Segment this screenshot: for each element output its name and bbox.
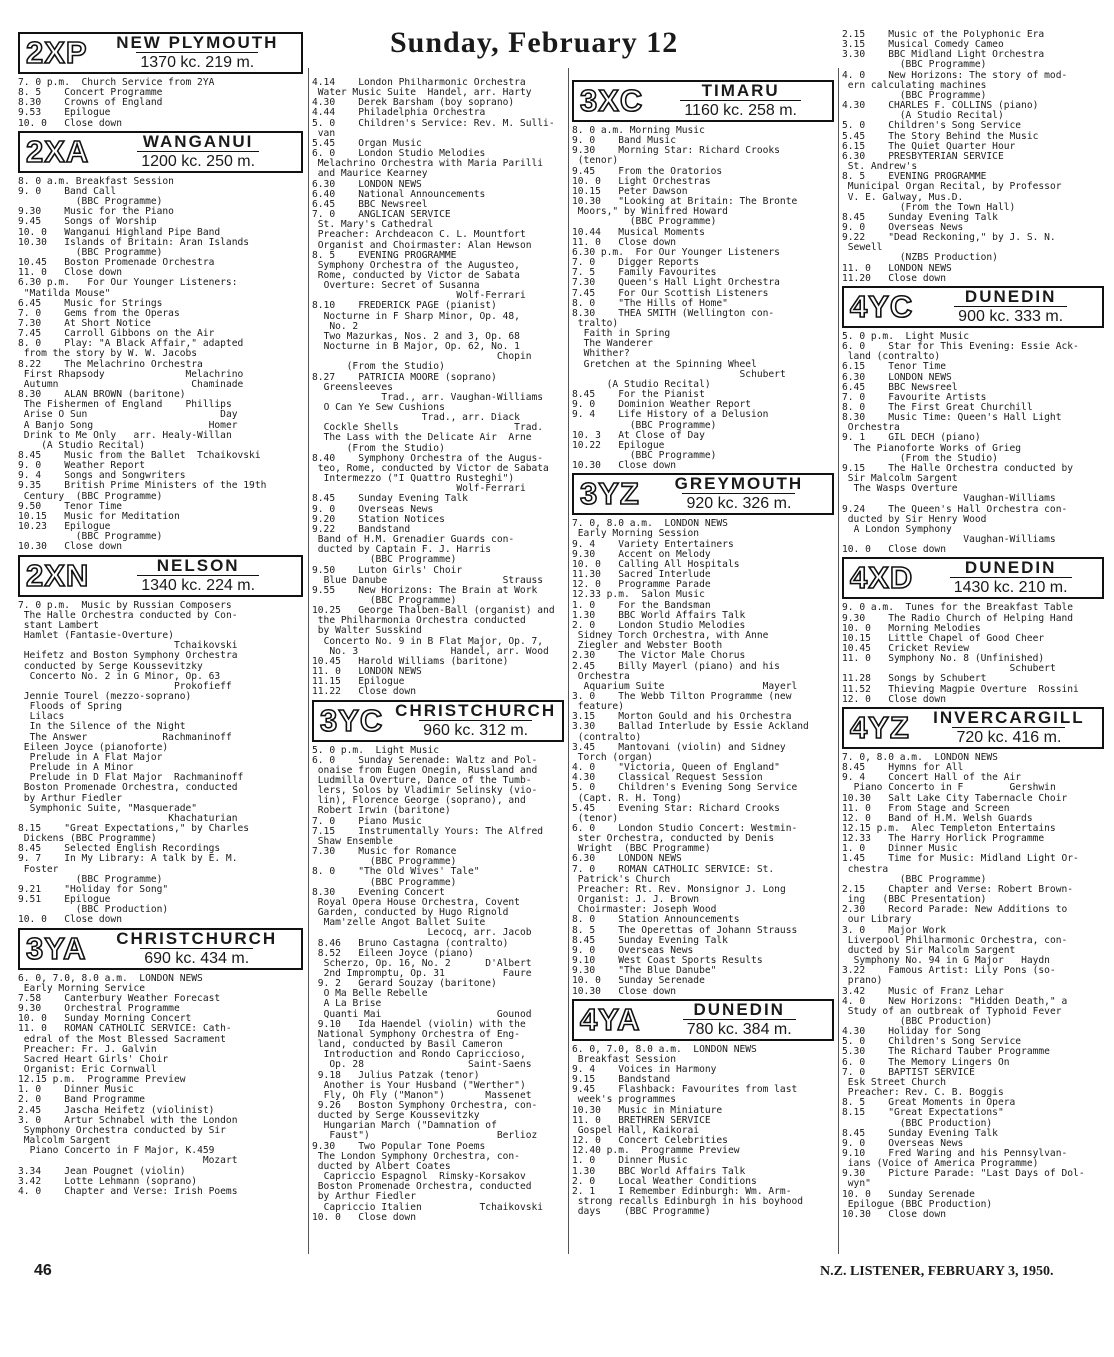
station-callsign: 4YC <box>850 288 914 324</box>
programme-listing: 9. 0 a.m. Tunes for the Breakfast Table 9.30 The Radio Church of Helping Hand 10. 0 Morning Melodies 10.15 Little Chapel of Good Cheer 10.45 Cricket Review 11. 0 Symphony No. 8 (Unfinished) Schubert 11.28 Songs by Schubert 11.52 Thieving Magpie Overture Rossini 12. 0 Close down <box>842 602 1079 705</box>
station-city: DUNEDIN <box>693 999 785 1019</box>
station-frequency: 720 kc. 416 m. <box>952 727 1065 747</box>
station-callsign: 3YA <box>26 930 87 966</box>
programme-listing: 6. 0, 7.0, 8.0 a.m. LONDON NEWS Breakfast Session 9. 4 Voices in Harmony 9.15 Bandstand 9.45 Flashback: Favourites from last week's programmes 10.30 Music in Miniature 11. 0 BRETHREN SERVICE Gospel Hall, Kaikorai 12. 0 Concert Celebrities 12.40 p.m. Programme Preview 1. 0 Dinner Music 1.30 BBC World Affairs Talk 2. 0 Local Weather Conditions 2. 1 I Remember Edinburgh: Wm. Arm- strong recalls Edinburgh in his boyhood days (BBC Programme) <box>572 1043 804 1218</box>
station-callsign: 2XA <box>26 133 90 169</box>
station-info <box>646 475 832 513</box>
column-rule <box>838 68 839 1254</box>
station-city: CHRISTCHURCH <box>116 928 278 948</box>
station-logo <box>312 700 564 742</box>
programme-listing: 2.15 Music of the Polyphonic Era 3.15 Musical Comedy Cameo 3.30 BBC Midland Light Orchestra (BBC Programme) 4. 0 New Horizons: The story of mod- ern calculating machines (BBC Programme) 4.30 CHARLES F. COLLINS (piano) (A Studio Recital) 5. 0 Children's Song Service 5.45 The Story Behind the Music 6.15 The Quiet Quarter Hour 6.30 PRESBYTERIAN SERVICE St. Andrew's 8. 5 EVENING PROGRAMME Municipal Organ Recital, by Professor V. E. Galway, Mus.D. (From the Town Hall) 8.45 Sunday Evening Talk 9. 0 Overseas News 9.22 "Dead Reckoning," by J. S. N. Sewell (NZBS Production) 11. 0 LONDON NEWS 11.20 Close down <box>842 30 1068 284</box>
station-logo <box>572 80 834 122</box>
station-callsign: 4YZ <box>850 709 910 745</box>
station-callsign: 4YA <box>580 1001 641 1037</box>
station-frequency: 900 kc. 333 m. <box>954 306 1067 326</box>
station-frequency: 1370 kc. 219 m. <box>136 52 258 72</box>
station-callsign: 4XD <box>850 560 914 596</box>
programme-listing: 8. 0 a.m. Breakfast Session 9. 0 Band Call (BBC Programme) 9.30 Music for the Piano 9.45 Songs of Worship 10. 0 Wanganui Highland Pipe Band 10.30 Islands of Britain: Aran Islands (BBC Programme) 10.45 Boston Promenade Orchestra 11. 0 Close down 6.30 p.m. For Our Younger Listeners: "Matilda Mouse" 6.45 Music for Strings 7. 0 Gems from the Operas 7.30 At Short Notice 7.45 Carroll Gibbons on the Air 8. 0 Play: "A Black Affair," adapted from the story by W. W. Jacobs 8.22 The Melachrino Orchestra First Rhapsody Melachrino Autumn Chaminade 8.30 ALAN BROWN (baritone) The Fishermen of England Phillips Arise O Sun Day A Banjo Song Homer Drink to Me Only arr. Healy-Willan (A Studio Recital) 8.45 Music from the Ballet Tchaikovski 9. 0 Weather Report 9. 4 Songs and Songwriters 9.35 British Prime Ministers of the 19th Century (BBC Programme) 9.50 Tenor Time 10.15 Music for Meditation 10.23 Epilogue (BBC Programme) 10.30 Close down <box>18 175 267 553</box>
station-city: GREYMOUTH <box>674 474 804 494</box>
page-number: 46 <box>34 1262 52 1279</box>
programme-listing: 5. 0 p.m. Light Music 6. 0 Sunday Serenade: Waltz and Pol- onaise from Eugen Onegin, Russland and Ludmilla Overture, Dance of the Tumb- lers, Solos by Vladimir Selinsky (vio- lin), Florence George (soprano), and Robert Irwin (baritone) 7. 0 Piano Music 7.15 Instrumentally Yours: The Alfred Shaw Ensemble 7.30 Music for Romance (BBC Programme) 8. 0 "The Old Wives' Tale" (BBC Programme) 8.30 Evening Concert Royal Opera House Orchestra, Covent Garden, conducted by Hugo Rignold Mam'zelle Angot Ballet Suite Lecocq, arr. Jacob 8.46 Bruno Castagna (contralto) 8.52 Eileen Joyce (piano) Scherzo, Op. 16, No. 2 D'Albert 2nd Impromptu, Op. 31 Faure 9. 2 Gerard Souzay (baritone) O Ma Belle Rebelle A La Brise Quanti Mai Gounod 9.10 Ida Haendel (violin) with the National Symphony Orchestra of Eng- land, conducted by Basil Cameron Introduction and Rondo Capriccioso, Op. 28 Saint-Saens 9.18 Julius Patzak (tenor) Another is Your Husband ("Werther") Fly, Oh Fly ("Manon") Massenet 9.26 Boston Symphony Orchestra, con- ducted by Serge Koussevitzky Hungarian March ("Damnation of Faust") Berlioz 9.30 Two Popular Tone Poems The London Symphony Orchestra, con- ducted by Albert Coates Capriccio Espagnol Rimsky-Korsakov Boston Promenade Orchestra, conducted by Arthur Fiedler Capriccio Italien Tchaikovski 10. 0 Close down <box>312 744 544 1223</box>
station-logo <box>842 557 1104 599</box>
station-city: NELSON <box>156 555 240 575</box>
station-frequency: 920 kc. 326 m. <box>682 493 795 513</box>
page-title: Sunday, February 12 <box>390 26 679 59</box>
programme-listing: 7. 0 p.m. Music by Russian Composers The Halle Orchestra conducted by Con- stant Lambert Hamlet (Fantasie-Overture) Tchaikovski Heifetz and Boston Symphony Orchestra conducted by Serge Koussevitzky Concerto No. 2 in G Minor, Op. 63 Prokofieff Jennie Tourel (mezzo-soprano) Floods of Spring Lilacs In the Silence of the Night The Answer Rachmaninoff Eileen Joyce (pianoforte) Prelude in A Flat Major Prelude in A Minor Prelude in D Flat Major Rachmaninoff Boston Promenade Orchestra, conducted by Arthur Fiedler Symphonic Suite, "Masquerade" Khachaturian 8.15 "Great Expectations," by Charles Dickens (BBC Programme) 8.45 Selected English Recordings 9. 7 In My Library: A talk by E. M. Foster (BBC Programme) 9.21 "Holiday for Song" 9.51 Epilogue (BBC Production) 10. 0 Close down <box>18 599 250 926</box>
station-info <box>646 1001 832 1039</box>
station-frequency: 690 kc. 434 m. <box>140 948 253 968</box>
station-callsign: 2XP <box>26 35 88 70</box>
column-rule <box>308 68 309 1254</box>
station-frequency: 1430 kc. 210 m. <box>950 577 1072 597</box>
station-callsign: 3YC <box>320 702 384 738</box>
station-city: DUNEDIN <box>964 558 1057 578</box>
station-frequency: 960 kc. 312 m. <box>419 720 532 740</box>
station-info <box>95 133 301 171</box>
column-1 <box>18 30 303 1260</box>
station-logo <box>842 707 1104 749</box>
station-city: DUNEDIN <box>964 286 1057 306</box>
station-frequency: 1340 kc. 224 m. <box>137 575 259 595</box>
station-logo <box>572 999 834 1041</box>
column-rule <box>568 68 569 1254</box>
station-callsign: 3XC <box>580 83 644 118</box>
station-city: TIMARU <box>701 81 780 100</box>
programme-listing: 6. 0, 7.0, 8.0 a.m. LONDON NEWS Early Morning Service 7.58 Canterbury Weather Forecast 9.30 Orchestral Programme 10. 0 Sunday Morning Concert 11. 0 ROMAN CATHOLIC SERVICE: Cath- edral of the Most Blessed Sacrament Preacher: Fr. J. Galvin Sacred Heart Girls' Choir Organist: Eric Cornwall 12.15 p.m. Programme Preview 1. 0 Dinner Music 2. 0 Band Programme 2.45 Jascha Heifetz (violinist) 3. 0 Artur Schnabel with the London Symphony Orchestra conducted by Sir Malcolm Sargent Piano Concerto in F Major, K.459 Mozart 3.34 Jean Pougnet (violin) 3.42 Lotte Lehmann (soprano) 4. 0 Chapter and Verse: Irish Poems <box>18 972 238 1197</box>
station-info <box>919 288 1102 326</box>
footer-issue: N.Z. LISTENER, FEBRUARY 3, 1950. <box>820 1264 1054 1279</box>
programme-listing: 7. 0 p.m. Church Service from 2YA 8. 5 Concert Programme 8.30 Crowns of England 9.53 Epilogue 10. 0 Close down <box>18 77 215 129</box>
station-info <box>95 557 301 595</box>
column-4 <box>842 30 1104 1260</box>
column-3 <box>572 78 834 1258</box>
station-frequency: 1200 kc. 250 m. <box>137 151 259 171</box>
station-city: NEW PLYMOUTH <box>116 33 279 52</box>
station-info <box>94 34 301 72</box>
station-info <box>92 930 301 968</box>
station-logo <box>572 473 834 515</box>
programme-listing: 8. 0 a.m. Morning Music 9. 0 Band Music 9.30 Morning Star: Richard Crooks (tenor) 9.45 From the Oratorios 10. 0 Light Orchestras 10.15 Peter Dawson 10.30 "Looking at Britain: The Bronte Moors," by Winifred Howard (BBC Programme) 10.44 Musical Moments 11. 0 Close down 6.30 p.m. For Our Younger Listeners 7. 0 Digger Reports 7. 5 Family Favourites 7.30 Queen's Hall Light Orchestra 7.45 For Our Scottish Listeners 8. 0 "The Hills of Home" 8.30 THEA SMITH (Wellington con- tralto) Faith in Spring The Wanderer Whither? Gretchen at the Spinning Wheel Schubert (A Studio Recital) 8.45 For the Pianist 9. 0 Dominion Weather Report 9. 4 Life History of a Delusion (BBC Programme) 10. 3 At Close of Day 10.22 Epilogue (BBC Programme) 10.30 Close down <box>572 125 798 472</box>
station-info <box>389 702 562 740</box>
station-info <box>916 709 1102 747</box>
station-logo <box>18 928 303 970</box>
station-logo <box>842 286 1104 328</box>
station-info <box>649 82 832 120</box>
station-logo <box>18 555 303 597</box>
programme-listing: 5. 0 p.m. Light Music 6. 0 Star for This Evening: Essie Ack- land (contralto) 6.15 Tenor Time 6.30 LONDON NEWS 6.45 BBC Newsreel 7. 0 Favourite Artists 8. 0 The First Great Churchill 8.30 Music Time: Queen's Hall Light Orchestra 9. 1 GIL DECH (piano) The Pianoforte Works of Grieg (From the Studio) 9.15 The Halle Orchestra conducted by Sir Malcolm Sargent The Wasps Overture Vaughan-Williams 9.24 The Queen's Hall Orchestra con- ducted by Sir Henry Wood A London Symphony Vaughan-Williams 10. 0 Close down <box>842 330 1079 556</box>
station-logo <box>18 32 303 74</box>
station-city: CHRISTCHURCH <box>395 700 557 720</box>
station-info <box>919 559 1102 597</box>
programme-listing: 7. 0, 8.0 a.m. LONDON NEWS 8.45 Hymns for All 9. 4 Concert Hall of the Air Piano Concerto in F Gershwin 10.30 Salt Lake City Tabernacle Choir 11. 0 From Stage and Screen 12. 0 Band of H.M. Welsh Guards 12.15 p.m. Alec Templeton Entertains 12.33 The Harry Horlick Programme 1. 0 Dinner Music 1.45 Time for Music: Midland Light Or- chestra (BBC Programme) 2.15 Chapter and Verse: Robert Brown- ing (BBC Presentation) 2.30 Record Parade: New Additions to our Library 3. 0 Major Work Liverpool Philharmonic Orchestra, con- ducted by Sir Malcolm Sargent Symphony No. 94 in G Major Haydn 3.22 Famous Artist: Lily Pons (so- prano) 3.42 Music of Franz Lehar 4. 0 New Horizons: "Hidden Death," a Study of an outbreak of Typhoid Fever (BBC Production) 4.30 Holiday for Song 5. 0 Children's Song Service 5.30 The Richard Tauber Programme 6. 0 The Memory Lingers On 7. 0 BAPTIST SERVICE Esk Street Church Preacher: Rev. C. B. Boggis 8. 5 Great Moments in Opera 8.15 "Great Expectations" (BBC Production) 8.45 Sunday Evening Talk 9. 0 Overseas News 9.10 Fred Waring and his Pennsylvan- ians (Voice of America Programme) 9.30 Picture Parade: "Last Days of Dol- wyn" 10. 0 Sunday Serenade Epilogue (BBC Production) 10.30 Close down <box>842 751 1085 1220</box>
column-2 <box>312 78 564 1258</box>
programme-listing: 4.14 London Philharmonic Orchestra Water Music Suite Handel, arr. Harty 4.30 Derek Barsham (boy soprano) 4.44 Philadelphia Orchestra 5. 0 Children's Service: Rev. M. Sulli- van 5.45 Organ Music 6. 0 London Studio Melodies Melachrino Orchestra with Maria Parilli and Maurice Kearney 6.30 LONDON NEWS 6.40 National Announcements 6.45 BBC Newsreel 7. 0 ANGLICAN SERVICE St. Mary's Cathedral Preacher: Archdeacon C. L. Mountfort Organist and Choirmaster: Alan Hewson 8. 5 EVENING PROGRAMME Symphony Orchestra of the Augusteo, Rome, conducted by Victor de Sabata Overture: Secret of Susanna Wolf-Ferrari 8.10 FREDERICK PAGE (pianist) Nocturne in F Sharp Minor, Op. 48, No. 2 Two Mazurkas, Nos. 2 and 3, Op. 68 Nocturne in B Major, Op. 62, No. 1 Chopin (From the Studio) 8.27 PATRICIA MOORE (soprano) Greensleeves Trad., arr. Vaughan-Williams O Can Ye Sew Cushions Trad., arr. Diack Cockle Shells Trad. The Lass with the Delicate Air Arne (From the Studio) 8.40 Symphony Orchestra of the Augus- teo, Rome, conducted by Victor de Sabata Intermezzo ("I Quattro Rusteghi") Wolf-Ferrari 8.45 Sunday Evening Talk 9. 0 Overseas News 9.20 Station Notices 9.22 Bandstand Band of H.M. Grenadier Guards con- ducted by Captain F. J. Harris (BBC Programme) 9.50 Luton Girls' Choir Blue Danube Strauss 9.55 New Horizons: The Brain at Work (BBC Programme) 10.25 George Thalben-Ball (organist) and the Philharmonia Orchestra conducted by Walter Susskind Concerto No. 9 in B Flat Major, Op. 7, No. 3 Handel, arr. Wood 10.45 Harold Williams (baritone) 11. 0 LONDON NEWS 11.15 Epilogue 11.22 Close down <box>312 78 555 698</box>
station-city: INVERCARGILL <box>933 707 1085 727</box>
station-city: WANGANUI <box>142 131 254 151</box>
programme-listing: 7. 0, 8.0 a.m. LONDON NEWS Early Morning Session 9. 4 Variety Entertainers 9.30 Accent on Melody 10. 0 Calling All Hospitals 11.30 Sacred Interlude 12. 0 Programme Parade 12.33 p.m. Salon Music 1. 0 For the Bandsman 1.30 BBC World Affairs Talk 2. 0 London Studio Melodies Sidney Torch Orchestra, with Anne Ziegler and Webster Booth 2.30 The Victor Male Chorus 2.45 Billy Mayerl (piano) and his Orchestra Aquarium Suite Mayerl 3. 0 The Webb Tilton Programme (new feature) 3.15 Morton Gould and his Orchestra 3.30 Ballad Interlude by Essie Ackland (contralto) 3.45 Mantovani (violin) and Sidney Torch (organ) 4. 0 "Victoria, Queen of England" 4.30 Classical Request Session 5. 0 Children's Evening Song Service (Capt. R. H. Tong) 5.45 Evening Star: Richard Crooks (tenor) 6. 0 London Studio Concert: Westmin- ster Orchestra, conducted by Denis Wright (BBC Programme) 6.30 LONDON NEWS 7. 0 ROMAN CATHOLIC SERVICE: St. Patrick's Church Preacher: Rt. Rev. Monsignor J. Long Organist: J. J. Brown Choirmaster: Joseph Wood 8. 0 Station Announcements 8. 5 The Operettas of Johann Strauss 8.45 Sunday Evening Talk 9. 0 Overseas News 9.10 West Coast Sports Results 9.30 "The Blue Danube" 10. 0 Sunday Serenade 10.30 Close down <box>572 518 809 997</box>
station-logo <box>18 131 303 173</box>
station-frequency: 780 kc. 384 m. <box>683 1019 796 1039</box>
station-callsign: 3YZ <box>580 476 640 512</box>
station-callsign: 2XN <box>26 557 90 593</box>
station-frequency: 1160 kc. 258 m. <box>680 100 801 120</box>
